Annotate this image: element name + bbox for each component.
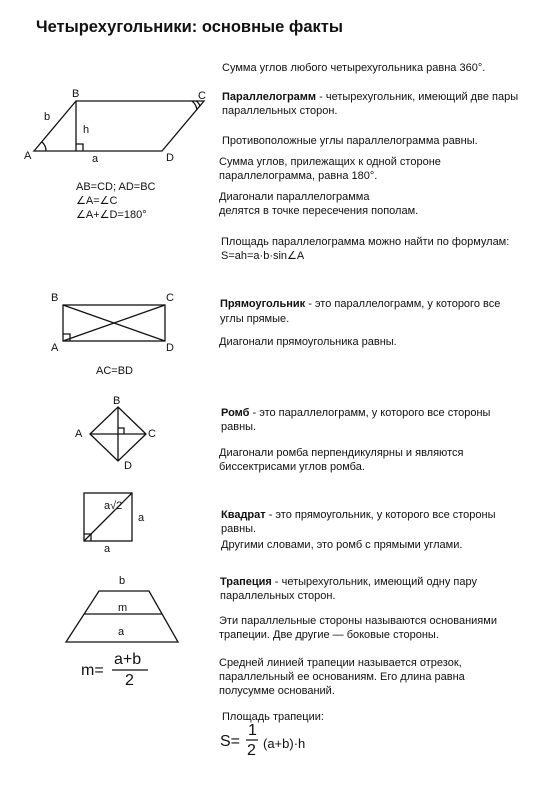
rhombus-figure [90,407,146,461]
trapezoid-fact-1: Эти параллельные стороны называются основаниями [219,615,497,627]
rhombus-def: Ромб - это параллелограмм, у которого все стороны [221,407,491,419]
parallelogram-fact1: Противоположные углы параллелограмма равны. [222,135,478,147]
trapezoid-fact-2: трапеции. Две другие — боковые стороны. [219,629,439,641]
parallelogram-def: Параллелограмм - четырехугольник, имеющий две пары [222,91,519,103]
rectangle-def-2: углы прямые. [220,313,290,325]
parallelogram-fact3-1: Диагонали параллелограмма [219,191,370,203]
m-formula-den: 2 [125,672,134,689]
rhombus-def-2: равны. [221,421,257,433]
s-formula-rhs: (a+b)·h [263,736,306,751]
parallelogram-term: Параллелограмм [222,91,317,103]
rhombus-fact-1: Диагонали ромба перпендикулярны и являются [219,447,464,459]
s-formula-den: 2 [247,742,256,759]
rect-vertex-a: A [51,342,59,354]
parallelogram-def-2: параллельных сторон. [222,105,338,117]
m-formula-num: a+b [114,651,142,668]
parallelogram-eq2: ∠A=∠C [76,195,118,207]
square-diag-label: a√2 [104,500,123,512]
square-def-2: равны. [221,523,257,535]
vertex-d-label: D [166,152,174,164]
parallelogram-area-2: S=ah=a·b·sin∠A [221,250,305,262]
trapezoid-area-title: Площадь трапеции: [222,711,324,723]
rect-vertex-b: B [51,292,59,304]
rhombus-vertex-b: B [113,395,121,407]
trapezoid-mid-3: полусумме оснований. [219,685,335,697]
rectangle-fact: Диагонали прямоугольника равны. [219,336,397,348]
s-formula-lhs: S= [220,733,241,750]
parallelogram-fact2-1: Сумма углов, прилежащих к одной стороне [219,156,441,168]
rhombus-vertex-d: D [124,460,132,472]
square-fact: Другими словами, это ромб с прямыми углами. [221,539,463,551]
rhombus-fact-2: биссектрисами углов ромба. [219,461,365,473]
rhombus-term: Ромб [221,407,250,419]
vertex-b-label: B [72,88,80,100]
square-side-right: a [138,512,145,524]
trapezoid-mid-1: Средней линией трапеции называется отрезок, [219,657,462,669]
rectangle-figure [63,305,165,341]
page-title: Четырехугольники: основные факты [36,18,343,36]
parallelogram-figure [34,101,204,151]
rectangle-def: Прямоугольник - это параллелограмм, у которого все [220,298,501,310]
rect-vertex-c: C [166,292,174,304]
rectangle-term: Прямоугольник [220,298,306,310]
square-term: Квадрат [221,509,266,521]
parallelogram-area-1: Площадь параллелограмма можно найти по формулам: [221,236,510,248]
vertex-c-label: C [198,90,206,102]
square-def: Квадрат - это прямоугольник, у которого все стороны [221,509,496,521]
parallelogram-fact3-2: делятся в точке пересечения пополам. [219,205,419,217]
trap-base-a: a [118,626,125,638]
trapezoid-term: Трапеция [220,576,272,588]
side-b-label: b [44,111,51,123]
angle-sum-text: Сумма углов любого четырехугольника равна 360°. [222,62,486,74]
parallelogram-eq3: ∠A+∠D=180° [76,209,147,221]
rect-vertex-d: D [166,342,174,354]
s-formula-num: 1 [248,722,257,739]
vertex-a-label: A [24,150,32,162]
rect-eq: AC=BD [96,365,133,377]
rhombus-vertex-c: C [148,428,156,440]
rhombus-vertex-a: A [75,428,83,440]
trapezoid-def-2: параллельных сторон. [220,590,336,602]
height-h-label: h [83,124,90,136]
trap-base-b: b [119,575,126,587]
m-formula-lhs: m= [81,662,104,679]
parallelogram-eq1: AB=CD; AD=BC [76,181,156,193]
square-side-bottom: a [104,543,111,555]
trapezoid-mid-2: параллельный ее основаниям. Его длина равна [219,671,465,683]
parallelogram-fact2-2: параллелограмма, равна 180°. [219,170,378,182]
trap-midline-m: m [118,602,128,614]
trapezoid-def: Трапеция - четырехугольник, имеющий одну пару [220,576,477,588]
side-a-label: a [92,153,99,165]
